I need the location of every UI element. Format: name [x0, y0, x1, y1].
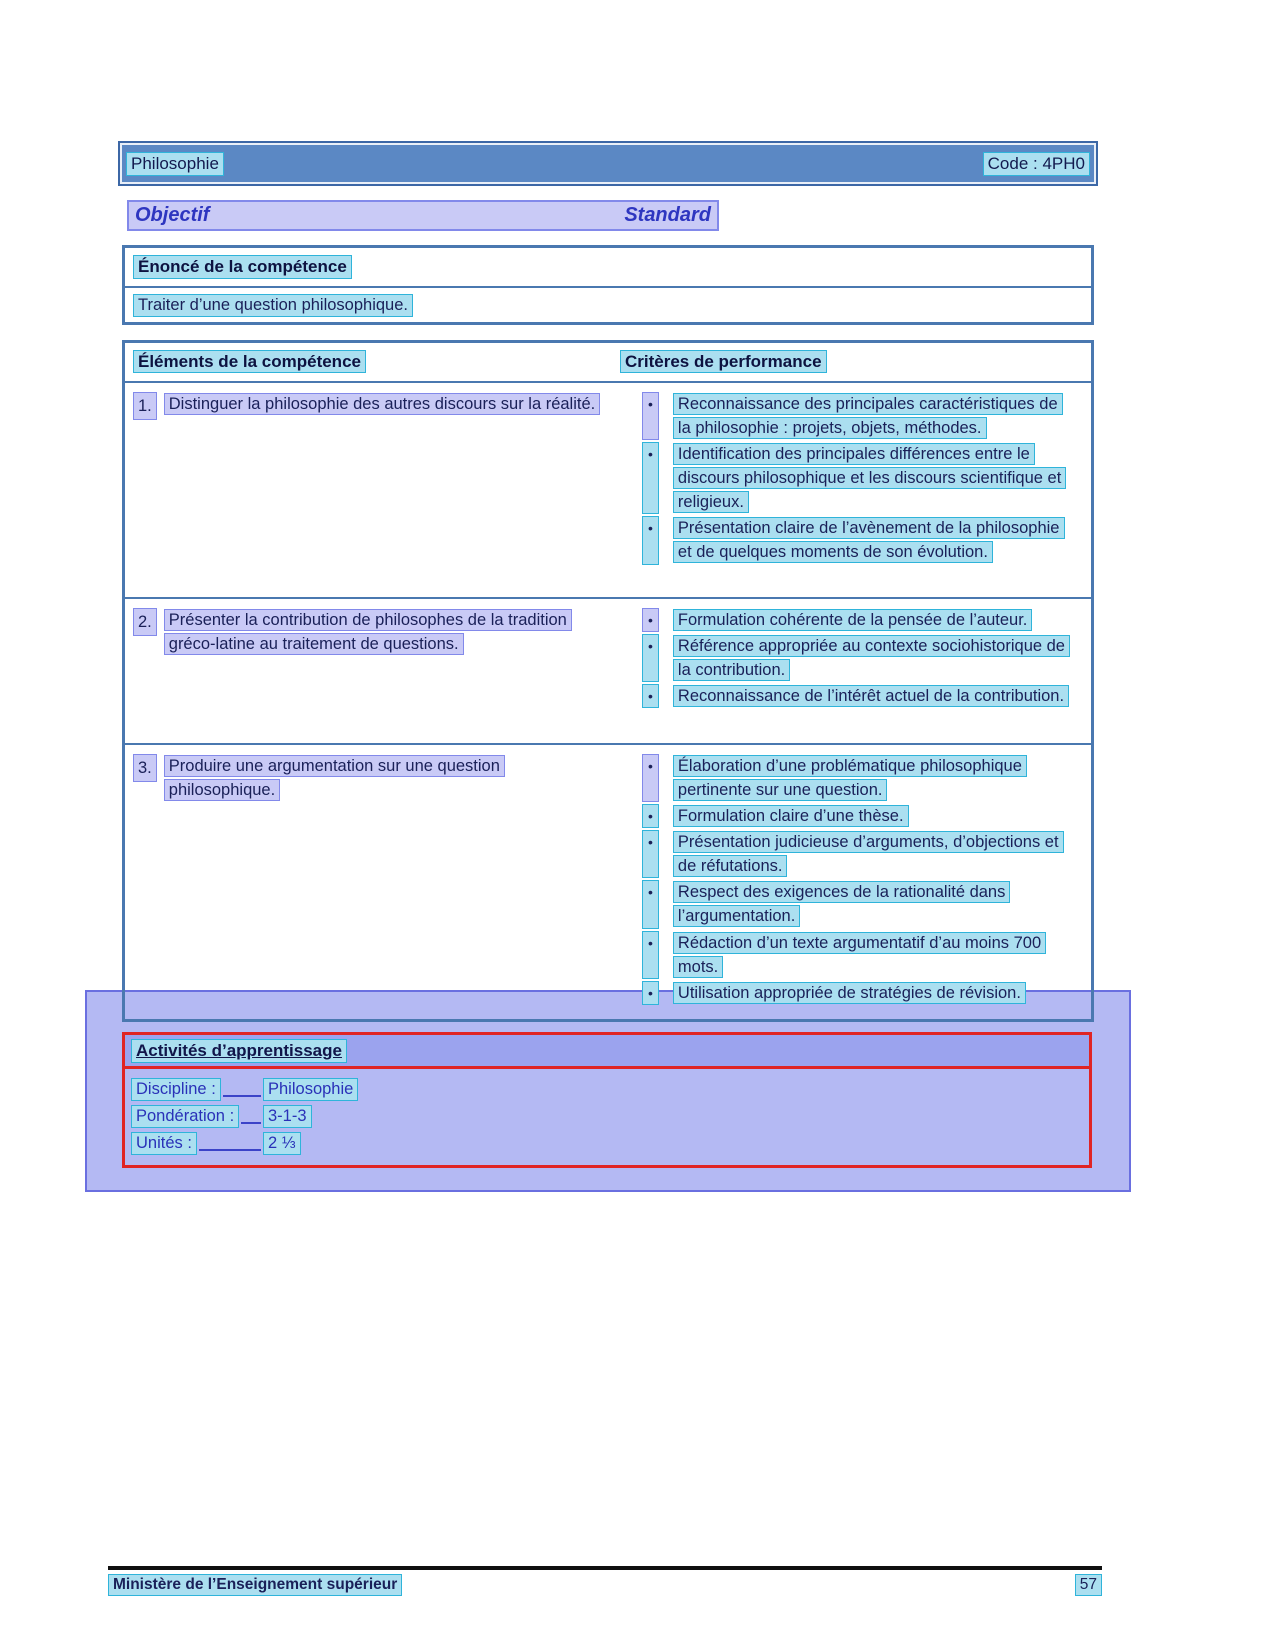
activites-title-row — [125, 1035, 1089, 1069]
element-cell — [125, 754, 612, 1007]
standard-label: Standard — [624, 204, 711, 226]
criteria-text-wrap — [673, 684, 1069, 708]
col-header-criteres-label: Critères de performance — [620, 350, 827, 373]
criteria-item — [642, 880, 1091, 928]
bullet-icon: • — [642, 634, 659, 682]
element-text: Présenter la contribution de philosophes de la tradition gréco-latine au traitement de questions. — [164, 609, 572, 655]
col-header-elements-label: Éléments de la compétence — [133, 350, 366, 373]
activites-box — [122, 1032, 1092, 1168]
objectif-standard-band — [127, 200, 719, 231]
criteria-text-wrap — [673, 516, 1075, 564]
criteria-text: Utilisation appropriée de stratégies de révision. — [673, 982, 1026, 1004]
field-row-unites — [131, 1130, 1083, 1157]
element-number: 1. — [133, 392, 157, 420]
criteria-text: Formulation cohérente de la pensée de l’auteur. — [673, 609, 1032, 631]
bullet-icon: • — [642, 684, 659, 708]
element-text: Distinguer la philosophie des autres discours sur la réalité. — [164, 393, 600, 415]
bullet-icon: • — [642, 442, 659, 514]
criteria-text: Formulation claire d’une thèse. — [673, 805, 909, 827]
criteria-item — [642, 804, 1091, 828]
enonce-title: Énoncé de la compétence — [133, 255, 352, 279]
field-underline — [199, 1149, 261, 1151]
field-label: Discipline : — [131, 1078, 221, 1101]
bullet-icon: • — [642, 804, 659, 828]
bullet-icon: • — [642, 931, 659, 979]
field-row-discipline — [131, 1076, 1083, 1103]
page-footer — [108, 1566, 1102, 1596]
criteria-text-wrap — [673, 754, 1075, 802]
bullet-icon: • — [642, 830, 659, 878]
criteria-item — [642, 931, 1091, 979]
criteria-cell — [612, 608, 1091, 731]
criteria-text: Rédaction d’un texte argumentatif d’au moins 700 mots. — [673, 932, 1046, 978]
footer-rule — [108, 1566, 1102, 1570]
activites-fields — [125, 1069, 1089, 1165]
criteria-text-wrap — [673, 981, 1026, 1005]
criteria-text: Reconnaissance des principales caractéristiques de la philosophie : projets, objets, méthodes. — [673, 393, 1063, 439]
bullet-icon: • — [642, 754, 659, 802]
field-label-wrap — [131, 1105, 263, 1128]
field-label-wrap — [131, 1078, 263, 1101]
criteria-item — [642, 608, 1091, 632]
criteria-text: Respect des exigences de la rationalité dans l’argumentation. — [673, 881, 1010, 927]
criteria-text: Reconnaissance de l’intérêt actuel de la contribution. — [673, 685, 1069, 707]
field-underline — [223, 1095, 261, 1097]
field-value: Philosophie — [263, 1078, 358, 1101]
criteria-item — [642, 981, 1091, 1005]
element-number: 3. — [133, 754, 157, 782]
criteria-text-wrap — [673, 880, 1075, 928]
footer-page-number: 57 — [1075, 1574, 1102, 1596]
criteria-item — [642, 392, 1091, 440]
enonce-body-row — [125, 288, 1091, 322]
criteria-text: Élaboration d’une problématique philosophique pertinente sur une question. — [673, 755, 1027, 801]
table-header-row — [125, 343, 1091, 383]
table-row — [125, 745, 1091, 1019]
bullet-icon: • — [642, 608, 659, 632]
bullet-icon: • — [642, 392, 659, 440]
element-cell — [125, 392, 612, 585]
criteria-text-wrap — [673, 931, 1075, 979]
criteria-text: Référence appropriée au contexte sociohistorique de la contribution. — [673, 635, 1070, 681]
bullet-icon: • — [642, 981, 659, 1005]
competence-table — [122, 340, 1094, 1022]
table-row — [125, 383, 1091, 599]
col-header-criteres — [612, 352, 1091, 372]
criteria-text: Présentation judicieuse d’arguments, d’objections et de réfutations. — [673, 831, 1064, 877]
bullet-icon: • — [642, 880, 659, 928]
criteria-text-wrap — [673, 634, 1075, 682]
criteria-text: Présentation claire de l’avènement de la philosophie et de quelques moments de son évolution. — [673, 517, 1065, 563]
criteria-text: Identification des principales différences entre le discours philosophique et les discours scientifique et religieux. — [673, 443, 1066, 513]
criteria-item — [642, 516, 1091, 564]
element-number: 2. — [133, 608, 157, 636]
criteria-cell — [612, 754, 1091, 1007]
criteria-text-wrap — [673, 608, 1032, 632]
table-row — [125, 599, 1091, 745]
criteria-cell — [612, 392, 1091, 585]
enonce-box — [122, 245, 1094, 325]
activites-title: Activités d’apprentissage — [131, 1039, 347, 1063]
criteria-text-wrap — [673, 804, 909, 828]
field-label: Pondération : — [131, 1105, 239, 1128]
footer-text-row — [108, 1574, 1102, 1596]
enonce-body-text: Traiter d’une question philosophique. — [133, 294, 413, 317]
element-text-wrap — [164, 754, 604, 802]
criteria-item — [642, 830, 1091, 878]
element-text-wrap — [164, 392, 600, 416]
document-header-bar — [118, 141, 1098, 186]
document-title: Philosophie — [126, 152, 224, 176]
element-cell — [125, 608, 612, 731]
footer-ministry: Ministère de l’Enseignement supérieur — [108, 1574, 402, 1596]
field-label: Unités : — [131, 1132, 197, 1155]
criteria-item — [642, 684, 1091, 708]
criteria-item — [642, 442, 1091, 514]
criteria-text-wrap — [673, 392, 1075, 440]
field-row-ponderation — [131, 1103, 1083, 1130]
field-value: 2 ⅓ — [263, 1132, 301, 1155]
field-value: 3-1-3 — [263, 1105, 312, 1128]
element-text: Produire une argumentation sur une question philosophique. — [164, 755, 505, 801]
field-label-wrap — [131, 1132, 263, 1155]
criteria-item — [642, 754, 1091, 802]
objectif-label: Objectif — [135, 204, 210, 226]
field-underline — [241, 1122, 261, 1124]
criteria-text-wrap — [673, 830, 1075, 878]
col-header-elements — [125, 352, 612, 372]
criteria-item — [642, 634, 1091, 682]
element-text-wrap — [164, 608, 604, 656]
enonce-header — [125, 248, 1091, 288]
bullet-icon: • — [642, 516, 659, 564]
document-code: Code : 4PH0 — [983, 152, 1090, 176]
criteria-text-wrap — [673, 442, 1075, 514]
